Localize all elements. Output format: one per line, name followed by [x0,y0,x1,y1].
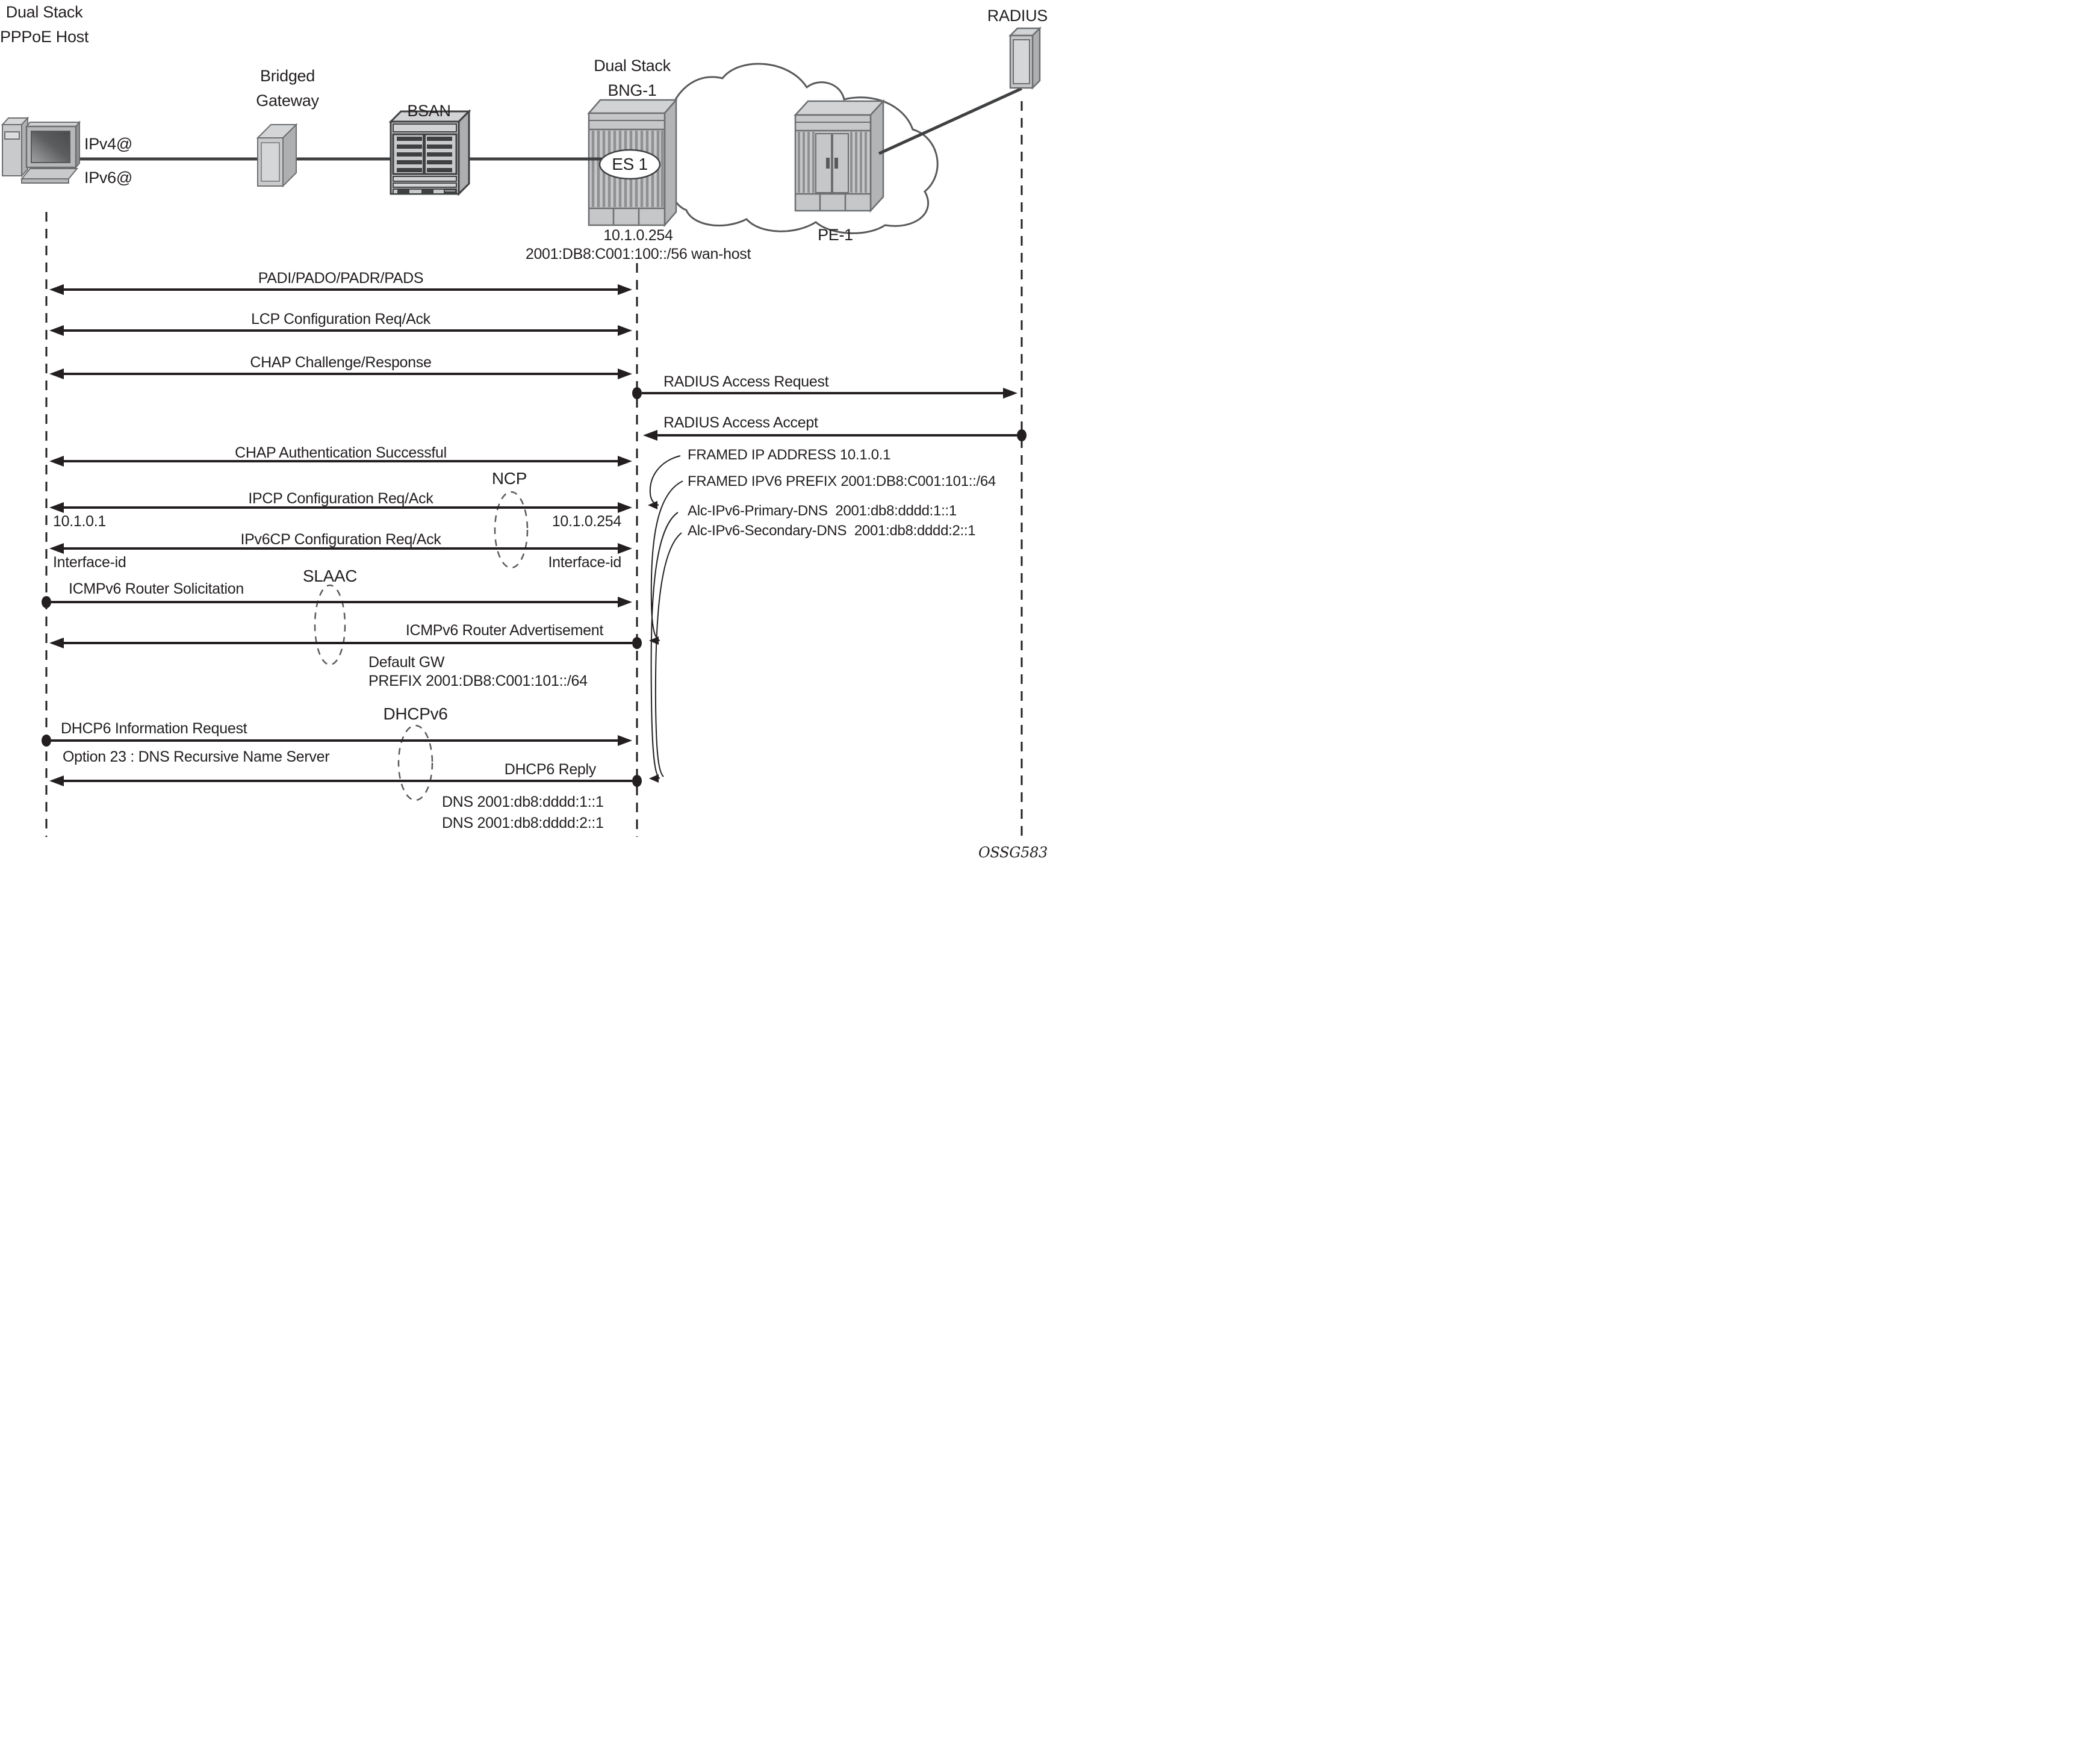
ra-prefix-note: PREFIX 2001:DB8:C001:101::/64 [368,673,588,689]
figure-code: OSSG583 [978,844,1048,861]
msg-ipcp: IPCP Configuration Req/Ack [248,490,433,507]
ra-default-gw-note: Default GW [368,654,445,671]
attr-framed-ip: FRAMED IP ADDRESS 10.1.0.1 [688,447,891,463]
bng-ipv6-prefix: 2001:DB8:C001:100::/56 wan-host [525,246,751,263]
attr-framed-ipv6-prefix: FRAMED IPV6 PREFIX 2001:DB8:C001:101::/64 [688,473,996,489]
ipv6cp-host-interface-id: Interface-id [53,554,126,571]
pe-label: PE-1 [818,226,853,244]
arrow-router-solicitation [42,596,632,608]
bridged-gateway-icon [258,125,296,186]
msg-ipv6cp: IPv6CP Configuration Req/Ack [240,531,441,548]
msg-chap-auth: CHAP Authentication Successful [235,444,447,461]
dhcp6-dns2-note: DNS 2001:db8:dddd:2::1 [442,815,604,831]
bsan-label: BSAN [407,102,451,120]
msg-dhcp6-request: DHCP6 Information Request [61,720,247,737]
bng-label: Dual Stack BNG-1 [594,57,671,99]
radius-server-icon [1010,28,1040,88]
host-ipv4-label: IPv4@ [84,135,132,153]
pe-router-icon [795,101,883,211]
msg-chap-challenge: CHAP Challenge/Response [250,354,432,371]
es-badge: ES 1 [612,155,648,173]
dhcpv6-label: DHCPv6 [383,704,448,723]
bsan-icon [391,111,469,194]
callout-secondary-dns-to-reply [656,533,682,777]
callout-primary-dns-to-reply [649,512,678,783]
dhcp6-dns1-note: DNS 2001:db8:dddd:1::1 [442,794,604,810]
gateway-label: Bridged Gateway [256,67,319,110]
attribute-callouts [648,456,683,783]
ipcp-host-address: 10.1.0.1 [53,513,106,530]
ipcp-bng-address: 10.1.0.254 [551,513,621,530]
diagram-graphics [0,0,1050,870]
msg-radius-accept: RADIUS Access Accept [663,414,818,431]
msg-padi: PADI/PADO/PADR/PADS [258,270,424,287]
msg-radius-request: RADIUS Access Request [663,373,829,390]
attr-secondary-dns: Alc-IPv6-Secondary-DNS 2001:db8:dddd:2::1 [688,523,976,539]
msg-router-solicitation: ICMPv6 Router Solicitation [69,580,244,597]
attr-primary-dns: Alc-IPv6-Primary-DNS 2001:db8:dddd:1::1 [688,503,957,519]
ncp-label: NCP [491,469,527,488]
slaac-label: SLAAC [302,567,358,585]
msg-dhcp6-reply: DHCP6 Reply [504,761,596,778]
host-computer-icon [2,118,79,183]
msg-router-advertisement: ICMPv6 Router Advertisement [405,622,603,639]
host-label: Dual Stack PPPoE Host [0,3,89,46]
ipv6cp-bng-interface-id: Interface-id [548,554,621,571]
bng-ipv4-address: 10.1.0.254 [603,227,673,244]
host-ipv6-label: IPv6@ [84,169,132,187]
sequence-diagram [0,0,1050,870]
radius-label: RADIUS [987,7,1048,25]
msg-lcp: LCP Configuration Req/Ack [251,311,430,328]
dhcp6-option23-note: Option 23 : DNS Recursive Name Server [63,748,330,765]
